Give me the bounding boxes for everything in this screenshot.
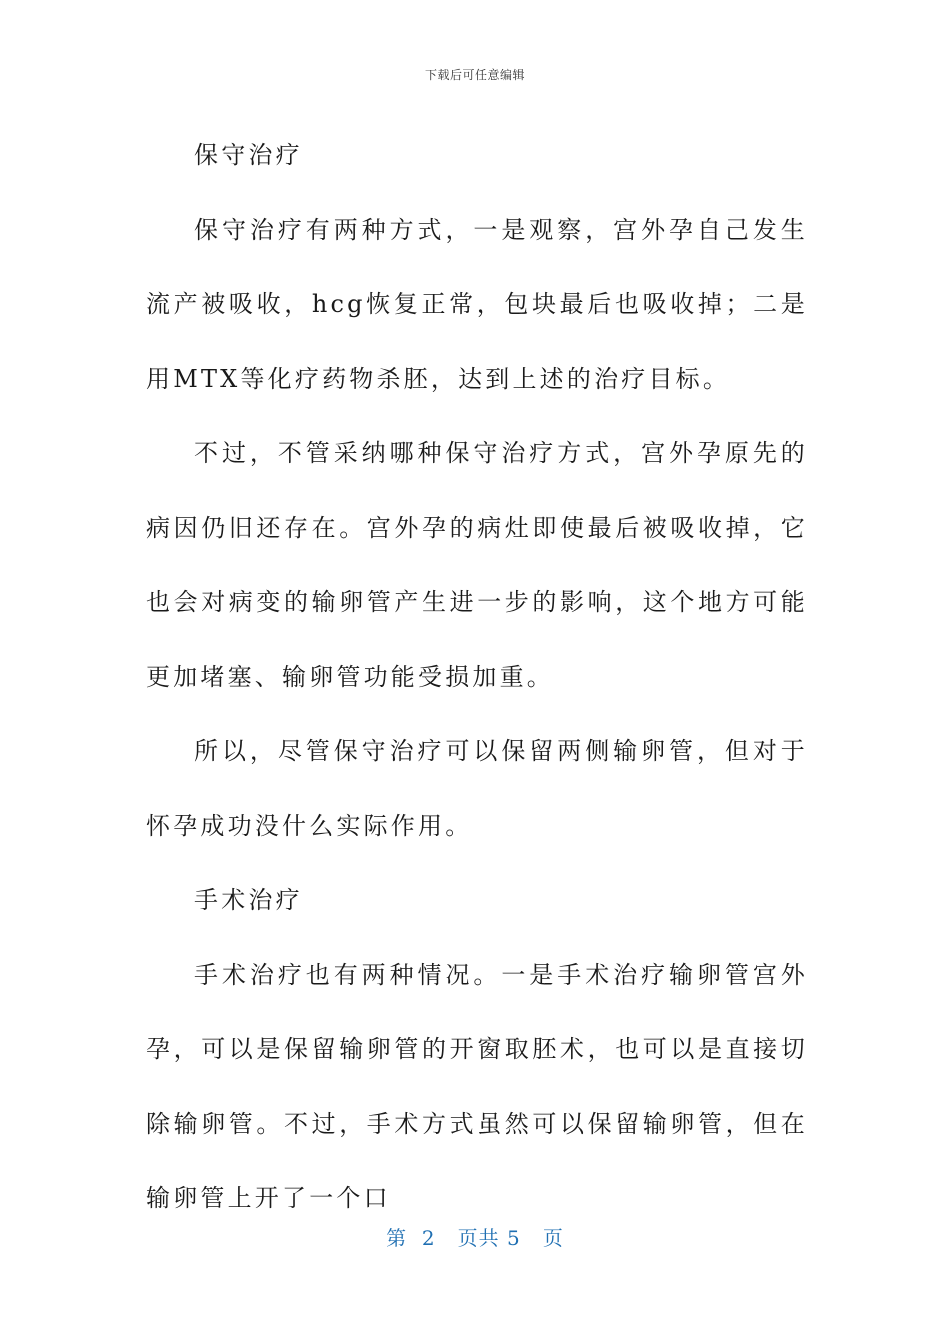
paragraph-conservative-conclusion: 所以，尽管保守治疗可以保留两侧输卵管，但对于怀孕成功没什么实际作用。 <box>146 737 808 840</box>
header-note: 下载后可任意编辑 <box>424 68 525 82</box>
section-heading-surgical: 手术治疗 <box>194 886 303 914</box>
paragraph-conservative-risks: 不过，不管采纳哪种保守治疗方式，宫外孕原先的病因仍旧还存在。宫外孕的病灶即使最后被吸收掉，它也会对病变的输卵管产生进一步的影响，这个地方可能更加堵塞、输卵管功能受损加重。 <box>146 439 808 691</box>
page-number-footer: 第 2 页共 5 页 <box>386 1226 564 1250</box>
document-body <box>146 118 808 1236</box>
section-heading-conservative: 保守治疗 <box>194 141 303 169</box>
paragraph-conservative-methods: 保守治疗有两种方式，一是观察，宫外孕自己发生流产被吸收，hcg恢复正常，包块最后也吸收掉；二是用MTX等化疗药物杀胚，达到上述的治疗目标。 <box>146 215 808 393</box>
paragraph-surgical-methods: 手术治疗也有两种情况。一是手术治疗输卵管宫外孕，可以是保留输卵管的开窗取胚术，也可以是直接切除输卵管。不过，手术方式虽然可以保留输卵管，但在输卵管上开了一个口 <box>146 960 808 1212</box>
